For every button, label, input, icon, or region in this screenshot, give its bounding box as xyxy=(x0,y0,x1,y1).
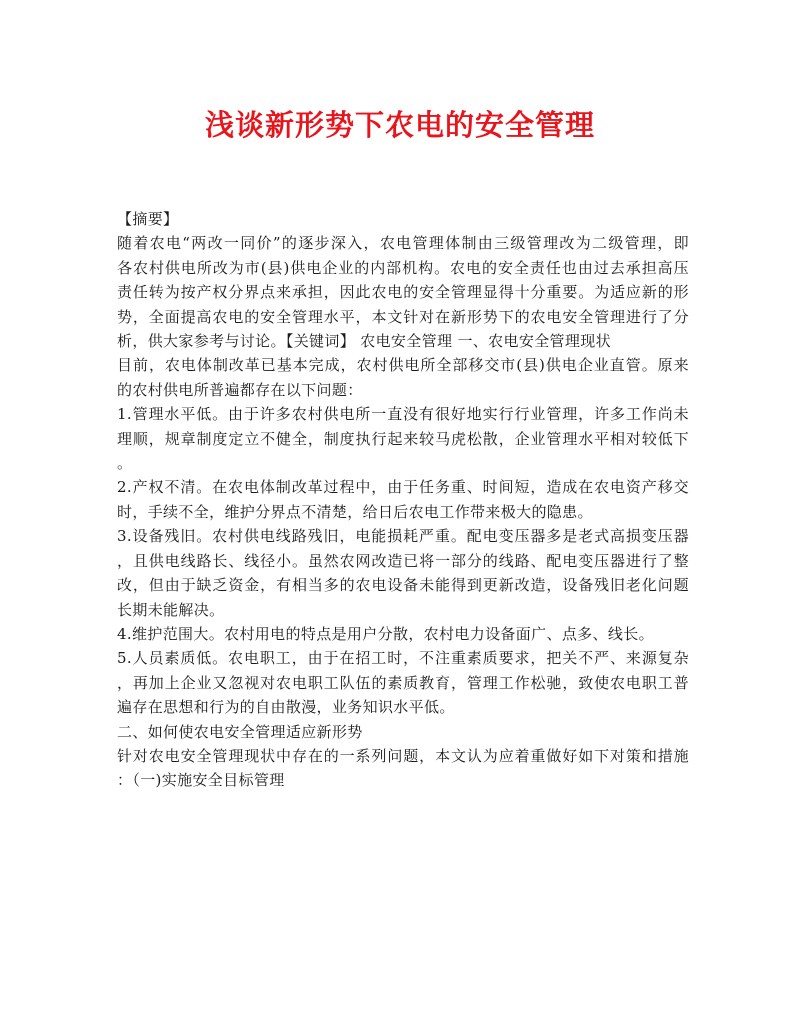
body-line: 目前，农电体制改革已基本完成，农村供电所全部移交市(县)供电企业直管。原来 xyxy=(117,356,689,375)
list-item-line: 时，手续不全，维护分界点不清楚，给日后农电工作带来极大的隐患。 xyxy=(117,502,593,521)
document-body xyxy=(117,207,689,793)
list-item-line: 长期未能解决。 xyxy=(117,600,225,619)
list-item-line: 1.管理水平低。由于许多农村供电所一直没有很好地实行行业管理，许多工作尚未 xyxy=(117,405,689,424)
body-line: ：（一)实施安全目标管理 xyxy=(117,771,285,790)
list-item-line: 5.人员素质低。农电职工，由于在招工时，不注重素质要求，把关不严、来源复杂 xyxy=(117,649,689,668)
body-line: 的农村供电所普遍都存在以下问题： xyxy=(117,380,363,399)
list-item-line: 2.产权不清。在农电体制改革过程中，由于任务重、时间短，造成在农电资产移交 xyxy=(117,478,689,497)
body-line: 各农村供电所改为市(县)供电企业的内部机构。农电的安全责任也由过去承担高压 xyxy=(117,258,689,277)
section-heading: 二、如何使农电安全管理适应新形势 xyxy=(117,722,363,741)
body-line: 随着农电“两改一同价”的逐步深入，农电管理体制由三级管理改为二级管理，即 xyxy=(117,234,689,253)
document-title: 浅谈新形势下农电的安全管理 xyxy=(204,108,595,142)
list-item-line: 遍存在思想和行为的自由散漫，业务知识水平低。 xyxy=(117,698,455,717)
list-item-line: 3.设备残旧。农村供电线路残旧，电能损耗严重。配电变压器多是老式高损变压器 xyxy=(117,527,689,546)
body-line: 析，供大家参考与讨论。【关键词】 农电安全管理 一、农电安全管理现状 xyxy=(117,332,611,351)
body-line: 针对农电安全管理现状中存在的一系列问题，本文认为应着重做好如下对策和措施 xyxy=(117,746,689,765)
body-line: 责任转为按产权分界点来承担，因此农电的安全管理显得十分重要。为适应新的形 xyxy=(117,283,689,302)
list-item-line: ，再加上企业又忽视对农电职工队伍的素质教育，管理工作松驰，致使农电职工普 xyxy=(117,673,689,692)
list-item-line: 改，但由于缺乏资金，有相当多的农电设备未能得到更新改造，设备残旧老化问题 xyxy=(117,576,689,595)
list-item-line: 理顺，规章制度定立不健全，制度执行起来较马虎松散，企业管理水平相对较低下 xyxy=(117,429,689,448)
abstract-heading: 【摘要】 xyxy=(117,210,179,228)
list-item-line: 4.维护范围大。农村用电的特点是用户分散，农村电力设备面广、点多、线长。 xyxy=(117,624,654,643)
list-item-line: 。 xyxy=(117,454,133,473)
body-line: 势，全面提高农电的安全管理水平，本文针对在新形势下的农电安全管理进行了分 xyxy=(117,307,689,326)
list-item-line: ，且供电线路长、线径小。虽然农网改造已将一部分的线路、配电变压器进行了整 xyxy=(117,551,689,570)
